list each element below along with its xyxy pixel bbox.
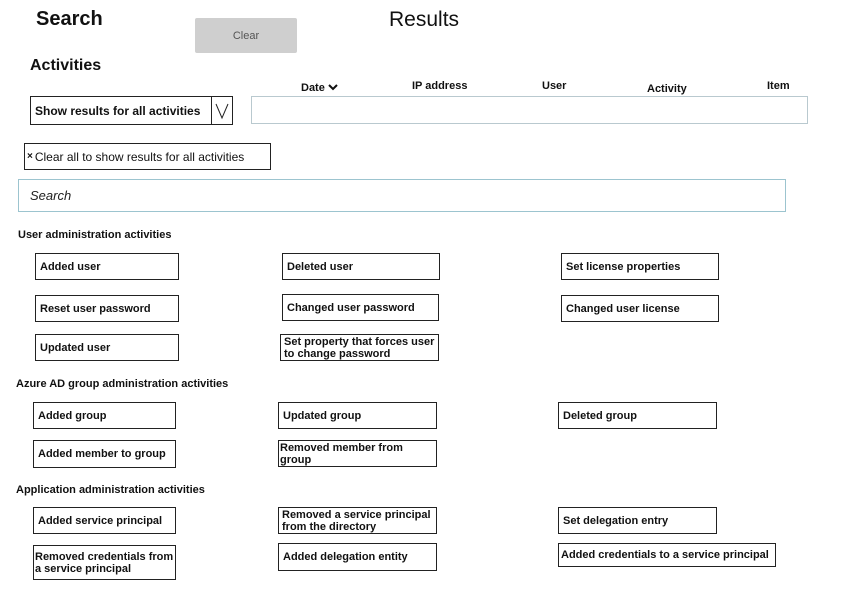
activities-dropdown[interactable] — [30, 96, 233, 125]
activity-added-member-to-group[interactable]: Added member to group — [33, 440, 176, 468]
activity-deleted-group[interactable]: Deleted group — [558, 402, 717, 429]
activities-dropdown-value: Show results for all activities — [35, 103, 201, 118]
clear-button[interactable]: Clear — [195, 18, 297, 53]
activity-reset-user-password[interactable]: Reset user password — [35, 295, 179, 322]
column-header-ip[interactable]: IP address — [412, 80, 468, 92]
activity-removed-service-principal[interactable]: Removed a service principal from the directory — [278, 507, 437, 534]
activity-search-input[interactable] — [18, 179, 786, 212]
column-header-activity[interactable]: Activity — [647, 83, 687, 95]
activities-title: Activities — [30, 57, 102, 74]
results-title: Results — [389, 8, 460, 31]
search-title: Search — [36, 8, 103, 30]
column-header-date[interactable] — [301, 82, 338, 94]
activity-removed-credentials[interactable]: Removed credentials from a service principal — [33, 545, 176, 580]
column-date-label: Date — [301, 82, 325, 94]
activity-added-credentials[interactable]: Added credentials to a service principal — [558, 543, 776, 567]
activity-added-service-principal[interactable]: Added service principal — [33, 507, 176, 534]
activity-added-user[interactable]: Added user — [35, 253, 179, 280]
column-header-item[interactable]: Item — [767, 80, 790, 92]
results-area — [251, 96, 808, 124]
activity-deleted-user[interactable]: Deleted user — [282, 253, 440, 280]
activity-added-delegation-entity[interactable]: Added delegation entity — [278, 543, 437, 571]
activity-set-property-force-password-change[interactable]: Set property that forces user to change password — [280, 334, 439, 361]
section-title-app-admin: Application administration activities — [16, 484, 205, 496]
activity-removed-member-from-group[interactable]: Removed member from group — [278, 440, 437, 467]
clear-all-label: Clear all to show results for all activities — [34, 149, 245, 164]
activity-changed-user-password[interactable]: Changed user password — [282, 294, 439, 321]
dropdown-arrow-icon[interactable] — [211, 97, 232, 124]
chevron-down-icon — [328, 82, 338, 94]
activity-changed-user-license[interactable]: Changed user license — [561, 295, 719, 322]
section-title-user-admin: User administration activities — [18, 229, 172, 241]
close-icon: × — [27, 151, 33, 162]
activity-set-delegation-entry[interactable]: Set delegation entry — [558, 507, 717, 534]
activity-added-group[interactable]: Added group — [33, 402, 176, 429]
activity-updated-group[interactable]: Updated group — [278, 402, 437, 429]
column-header-user[interactable]: User — [542, 80, 567, 92]
section-title-group-admin: Azure AD group administration activities — [16, 378, 229, 390]
activity-set-license-properties[interactable]: Set license properties — [561, 253, 719, 280]
activity-updated-user[interactable]: Updated user — [35, 334, 179, 361]
clear-all-button[interactable] — [24, 143, 271, 170]
